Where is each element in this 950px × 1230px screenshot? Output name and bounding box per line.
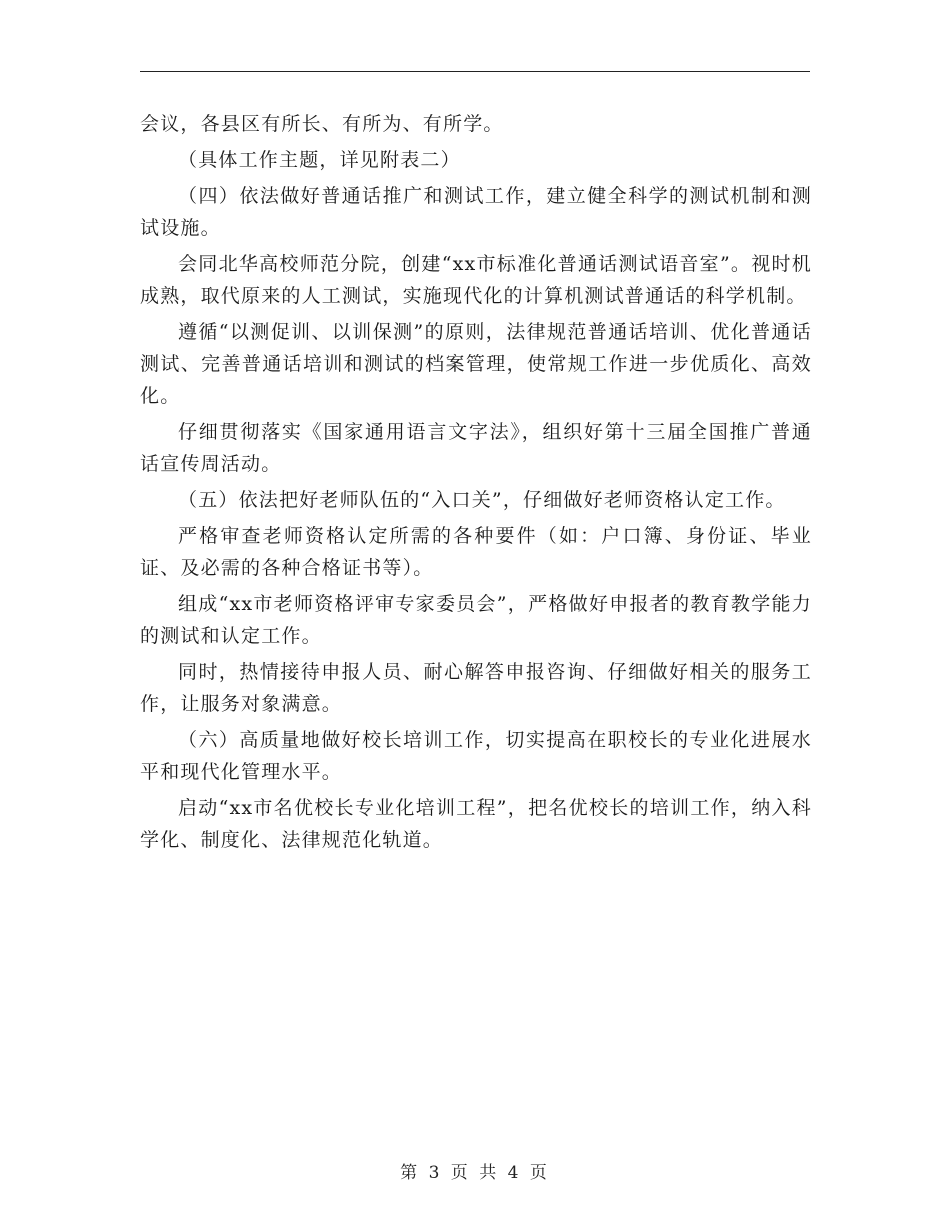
header-rule <box>140 71 810 72</box>
paragraph: 严格审查老师资格认定所需的各种要件（如：户口簿、身份证、毕业证、及必需的各种合格证书等）。 <box>140 525 812 579</box>
paragraph: 同时，热情接待申报人员、耐心解答申报咨询、仔细做好相关的服务工作，让服务对象满意。 <box>140 661 812 715</box>
paragraph: （四）依法做好普通话推广和测试工作，建立健全科学的测试机制和测试设施。 <box>140 185 812 239</box>
paragraph: （五）依法把好老师队伍的“入口关”，仔细做好老师资格认定工作。 <box>178 489 786 511</box>
page-footer: 第 3 页 共 4 页 <box>400 1163 550 1183</box>
paragraph: 遵循“以测促训、以训保测”的原则，法律规范普通话培训、优化普通话测试、完善普通话培训和测试的档案管理，使常规工作进一步优质化、高效化。 <box>140 321 812 407</box>
paragraph: （六）高质量地做好校长培训工作，切实提高在职校长的专业化进展水平和现代化管理水平。 <box>140 729 812 783</box>
paragraph: 启动“xx市名优校长专业化培训工程”，把名优校长的培训工作，纳入科学化、制度化、法律规范化轨道。 <box>140 797 812 851</box>
paragraph: （具体工作主题，详见附表二） <box>178 149 461 171</box>
paragraph: 组成“xx市老师资格评审专家委员会”，严格做好申报者的教育教学能力的测试和认定工作。 <box>140 593 812 647</box>
paragraph: 仔细贯彻落实《国家通用语言文字法》，组织好第十三届全国推广普通话宣传周活动。 <box>140 421 812 475</box>
paragraph: 会同北华高校师范分院，创建“xx市标准化普通话测试语音室”。视时机成熟，取代原来的人工测试，实施现代化的计算机测试普通话的科学机制。 <box>140 253 812 307</box>
paragraph: 会议，各县区有所长、有所为、有所学。 <box>140 113 504 135</box>
document-body <box>140 108 812 860</box>
